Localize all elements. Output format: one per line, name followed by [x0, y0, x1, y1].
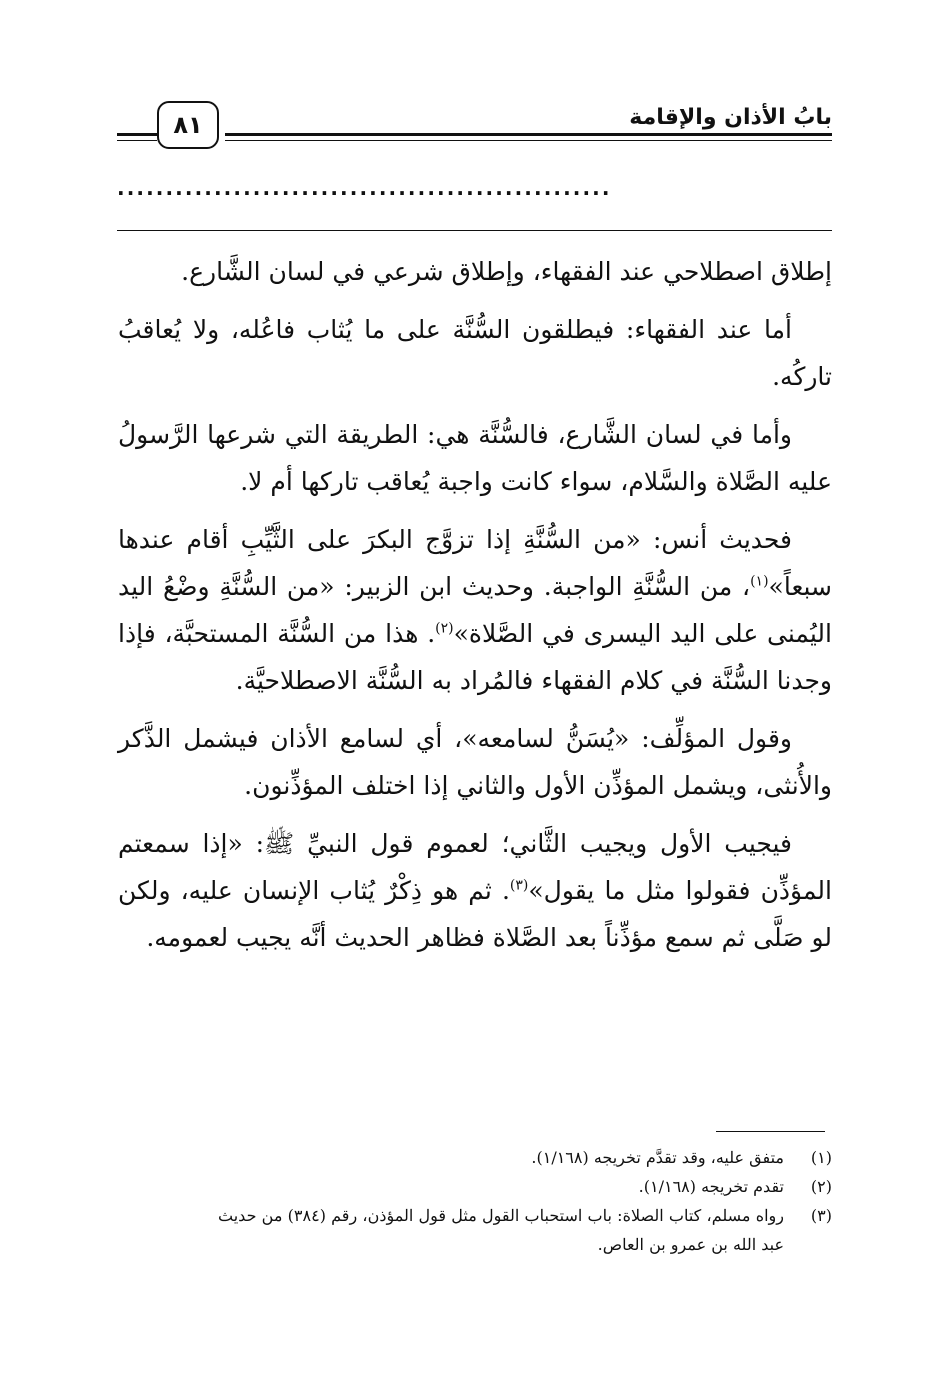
chapter-title: بابُ الأذان والإقامة: [629, 105, 832, 130]
main-text: [118, 248, 832, 972]
paragraph: إطلاق اصطلاحي عند الفقهاء، وإطلاق شرعي في لسان الشَّارع.: [181, 257, 832, 286]
footnote-number: (١): [810, 1148, 832, 1167]
footnote-number: (٢): [810, 1177, 832, 1196]
footnote-number: (٣): [810, 1206, 832, 1225]
header-rule: [225, 133, 832, 141]
paragraph: أما عند الفقهاء: فيطلقون السُّنَّة على ما يُثاب فاعُله، ولا يُعاقبُ تاركُه.: [118, 315, 832, 391]
paragraph: وقول المؤلِّف: «يُسَنُّ لسامعه»، أي لسامع الأذان فيشمل الذَّكر والأُنثى، ويشمل المؤذِّن الأول والثاني إذا اختلف المؤذِّنون.: [118, 724, 832, 800]
footnote-rule: [716, 1131, 825, 1132]
footnote: [118, 1143, 832, 1172]
footnote-ref[interactable]: (٣): [509, 877, 529, 894]
paragraph: [118, 820, 832, 961]
footnotes: [118, 1143, 832, 1259]
footnote-ref[interactable]: (١): [750, 573, 769, 590]
paragraph-text: . ثم هو ذِكْرٌ يُثاب الإنسان عليه، ولكن لو صَلَّى ثم سمع مؤذِّناً بعد الصَّلاة فظاهر الحديث أنَّه يجيب لعمومه.: [118, 876, 832, 952]
paragraph-text: فيجيب الأول ويجيب الثَّاني؛ لعموم قول النبيِّ ﷺ: «إذا سمعتم المؤذِّن فقولوا مثل ما يقول»: [118, 829, 832, 905]
footnote-text: متفق عليه، وقد تقدَّم تخريجه (١/١٦٨).: [531, 1148, 784, 1167]
footnote: [118, 1201, 832, 1259]
running-header: [117, 95, 832, 159]
text-top-rule: [117, 230, 832, 231]
paragraph-text: فحديث أنس: «من السُّنَّةِ إذا تزوَّج البكرَ على الثَّيِّبِ أقام عندها سبعاً»: [118, 525, 832, 601]
footnote-ref[interactable]: (٢): [435, 620, 454, 637]
page-number: ٨١: [157, 101, 219, 149]
paragraph-text: ، من السُّنَّةِ الواجبة. وحديث ابن الزبير: «من السُّنَّةِ وضْعُ اليد اليُمنى على اليد اليسرى في الصَّلاة»: [118, 572, 832, 648]
footnote: [118, 1172, 832, 1201]
paragraph: وأما في لسان الشَّارع، فالسُّنَّة هي: الطريقة التي شرعها الرَّسولُ عليه الصَّلاة والسَّلام، سواء كانت واجبة يُعاقب تاركها أم لا.: [118, 420, 832, 496]
paragraph-text: . هذا من السُّنَّة المستحبَّة، فإذا وجدنا السُّنَّة في كلام الفقهاء فالمُراد به السُّنَّة الاصطلاحيَّة.: [118, 619, 832, 695]
footnote-text: تقدم تخريجه (١/١٦٨).: [638, 1177, 784, 1196]
paragraph: [118, 516, 832, 704]
header-rule-left: [117, 133, 157, 141]
dotted-separator: ...................................................: [117, 176, 612, 200]
footnote-text: رواه مسلم، كتاب الصلاة: باب استحباب القول مثل قول المؤذن، رقم (٣٨٤) من حديث عبد الله بن عمرو بن العاص.: [218, 1206, 784, 1254]
